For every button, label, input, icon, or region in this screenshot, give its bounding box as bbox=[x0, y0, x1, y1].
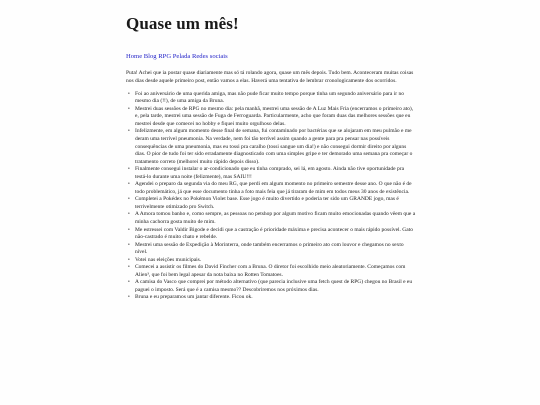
list-item bbox=[128, 181, 416, 196]
bullet-icon: • bbox=[128, 227, 130, 233]
list-item-text: A Amora tomou banho e, como sempre, as pessoas no petshop por algum motivo ficam muito emocionadas quando vêem que a minha cachorra gosta muito de mim. bbox=[135, 211, 416, 225]
list-item-text: Votei nas eleições municipais. bbox=[135, 256, 202, 263]
list-item bbox=[128, 264, 416, 279]
blog-post bbox=[126, 0, 416, 302]
list-item bbox=[128, 196, 416, 211]
nav-link-blog[interactable]: Blog bbox=[143, 53, 157, 60]
list-item bbox=[128, 226, 416, 242]
nav-link-pelada[interactable]: Pelada bbox=[172, 53, 191, 60]
list-item bbox=[128, 128, 416, 166]
bullet-icon: • bbox=[128, 242, 130, 248]
list-item-text: Completei a Pokédex no Pokémon Violet base. Esse jogo é muito divertido e poderia ter sido um GRANDE jogo, mas é terrivelmente otimizado pro Switch. bbox=[135, 196, 399, 210]
nav-link-redes-sociais[interactable]: Redes sociais bbox=[191, 53, 228, 60]
bullet-icon: • bbox=[128, 197, 130, 203]
list-item-text: Comecei a assistir os filmes do David Fincher com a Bruna. O diretor foi escolhido meio aleatoriamente. Começamos com Alien³, que foi bem legal apesar da nota baixa no Rotten Tomatoes. bbox=[135, 264, 406, 278]
bullet-icon: • bbox=[128, 295, 130, 301]
list-item bbox=[128, 166, 416, 181]
bullet-icon: • bbox=[128, 129, 130, 135]
list-item-text: Foi ao aniversário de uma querida amiga, mas não pude ficar muito tempo porque tinha um segundo aniversário para ir no mesmo dia (!!), de uma amiga da Bruna. bbox=[135, 90, 404, 105]
site-nav bbox=[126, 53, 416, 61]
list-item bbox=[128, 279, 416, 294]
list-item bbox=[128, 294, 416, 302]
list-item-text: Me estressei com Valdir Bigode e decidi que a castração é prioridade máxima e precisa acontecer o mais rápido possível. Gato não-castrado é muito chato e rebelde. bbox=[135, 226, 414, 241]
list-item-text: Bruna e eu preparamos um jantar diferente. Ficou ok. bbox=[135, 294, 253, 301]
list-item bbox=[128, 211, 416, 226]
nav-link-rpg[interactable]: RPG bbox=[158, 53, 172, 60]
bullet-icon: • bbox=[128, 106, 130, 112]
nav-link-home[interactable]: Home bbox=[126, 53, 143, 60]
bullet-icon: • bbox=[128, 182, 130, 188]
list-item-text: Finalmente consegui instalar o ar-condicionado que eu tinha comprado, sei lá, em agosto. Ainda não tive oportunidade pra testá-lo durante uma noite (felizmente), mas SAIU!!! bbox=[135, 166, 405, 180]
list-item-text: Mestrei uma sessão de Expedição à Morinterra, onde também encerramos o primeiro ato com louvor e chegamos no sexto nível. bbox=[135, 241, 404, 256]
bullet-icon: • bbox=[128, 257, 130, 263]
list-item-text: A camisa do Vasco que comprei por método alternativo (que parecia inclusive uma fetch quest de RPG) chegou no Brasil e eu paguei o imposto. Será que é a camisa mesmo?? Descobriremos nos próximos dias. bbox=[135, 279, 413, 293]
list-item bbox=[128, 241, 416, 257]
list-item bbox=[128, 90, 416, 106]
list-item-text: Agendei o preparo da segunda via do meu RG, que perdi em algum momento no primeiro semestre desse ano. O que não é de todo problemático, já que esse documento tinha a foto mais feia que já tiraram de mim em todos meus 30 anos de existência. bbox=[135, 181, 412, 195]
events-list bbox=[126, 91, 416, 302]
list-item bbox=[128, 105, 416, 129]
bullet-icon: • bbox=[128, 167, 130, 173]
intro-paragraph: Puta! Achei que ia postar quase diariamente mas só tá rolando agora, quase um mês depois. Tudo bem. Aconteceram muitas coisas nos dias desde aquele primeiro post, então vamos a elas. Haverá uma tentativa de lembrar cronologicamente dos ocorridos. bbox=[126, 70, 414, 84]
bullet-icon: • bbox=[128, 91, 130, 97]
list-item-text: Mestrei duas sessões de RPG no mesmo dia: pela manhã, mestrei uma sessão de A Luz Mais Fria (encerramos o primeiro ato), e, pela tarde, mestrei uma sessão de Fuga de Ferroguarda. Particularmente, acho que foram duas das melhores sessões que eu mestrei desde que comecei no hobby e fiquei muito orgulhoso delas. bbox=[135, 105, 414, 127]
bullet-icon: • bbox=[128, 212, 130, 218]
bullet-icon: • bbox=[128, 280, 130, 286]
list-item-text: Infelizmente, em algum momento desse final de semana, fui contaminado por bactérias que se alojaram em meu pulmão e me deram uma terrível pneumonia. Na verdade, nem foi tão terrível assim quando a gente para pra pensar nas possíveis consequências de uma pneumonia, mas eu tossi pra caralho (tossi sangue um dia!) e não consegui dormir direito por alguns dias. O pior de tudo foi ter sido erradamente diagnosticado com uma simples gripe e ter demorado uma semana pra começar o tratamento correto (melhorei muito rápido depois disso). bbox=[135, 128, 413, 165]
bullet-icon: • bbox=[128, 265, 130, 271]
page-title: Quase um mês! bbox=[126, 14, 239, 33]
